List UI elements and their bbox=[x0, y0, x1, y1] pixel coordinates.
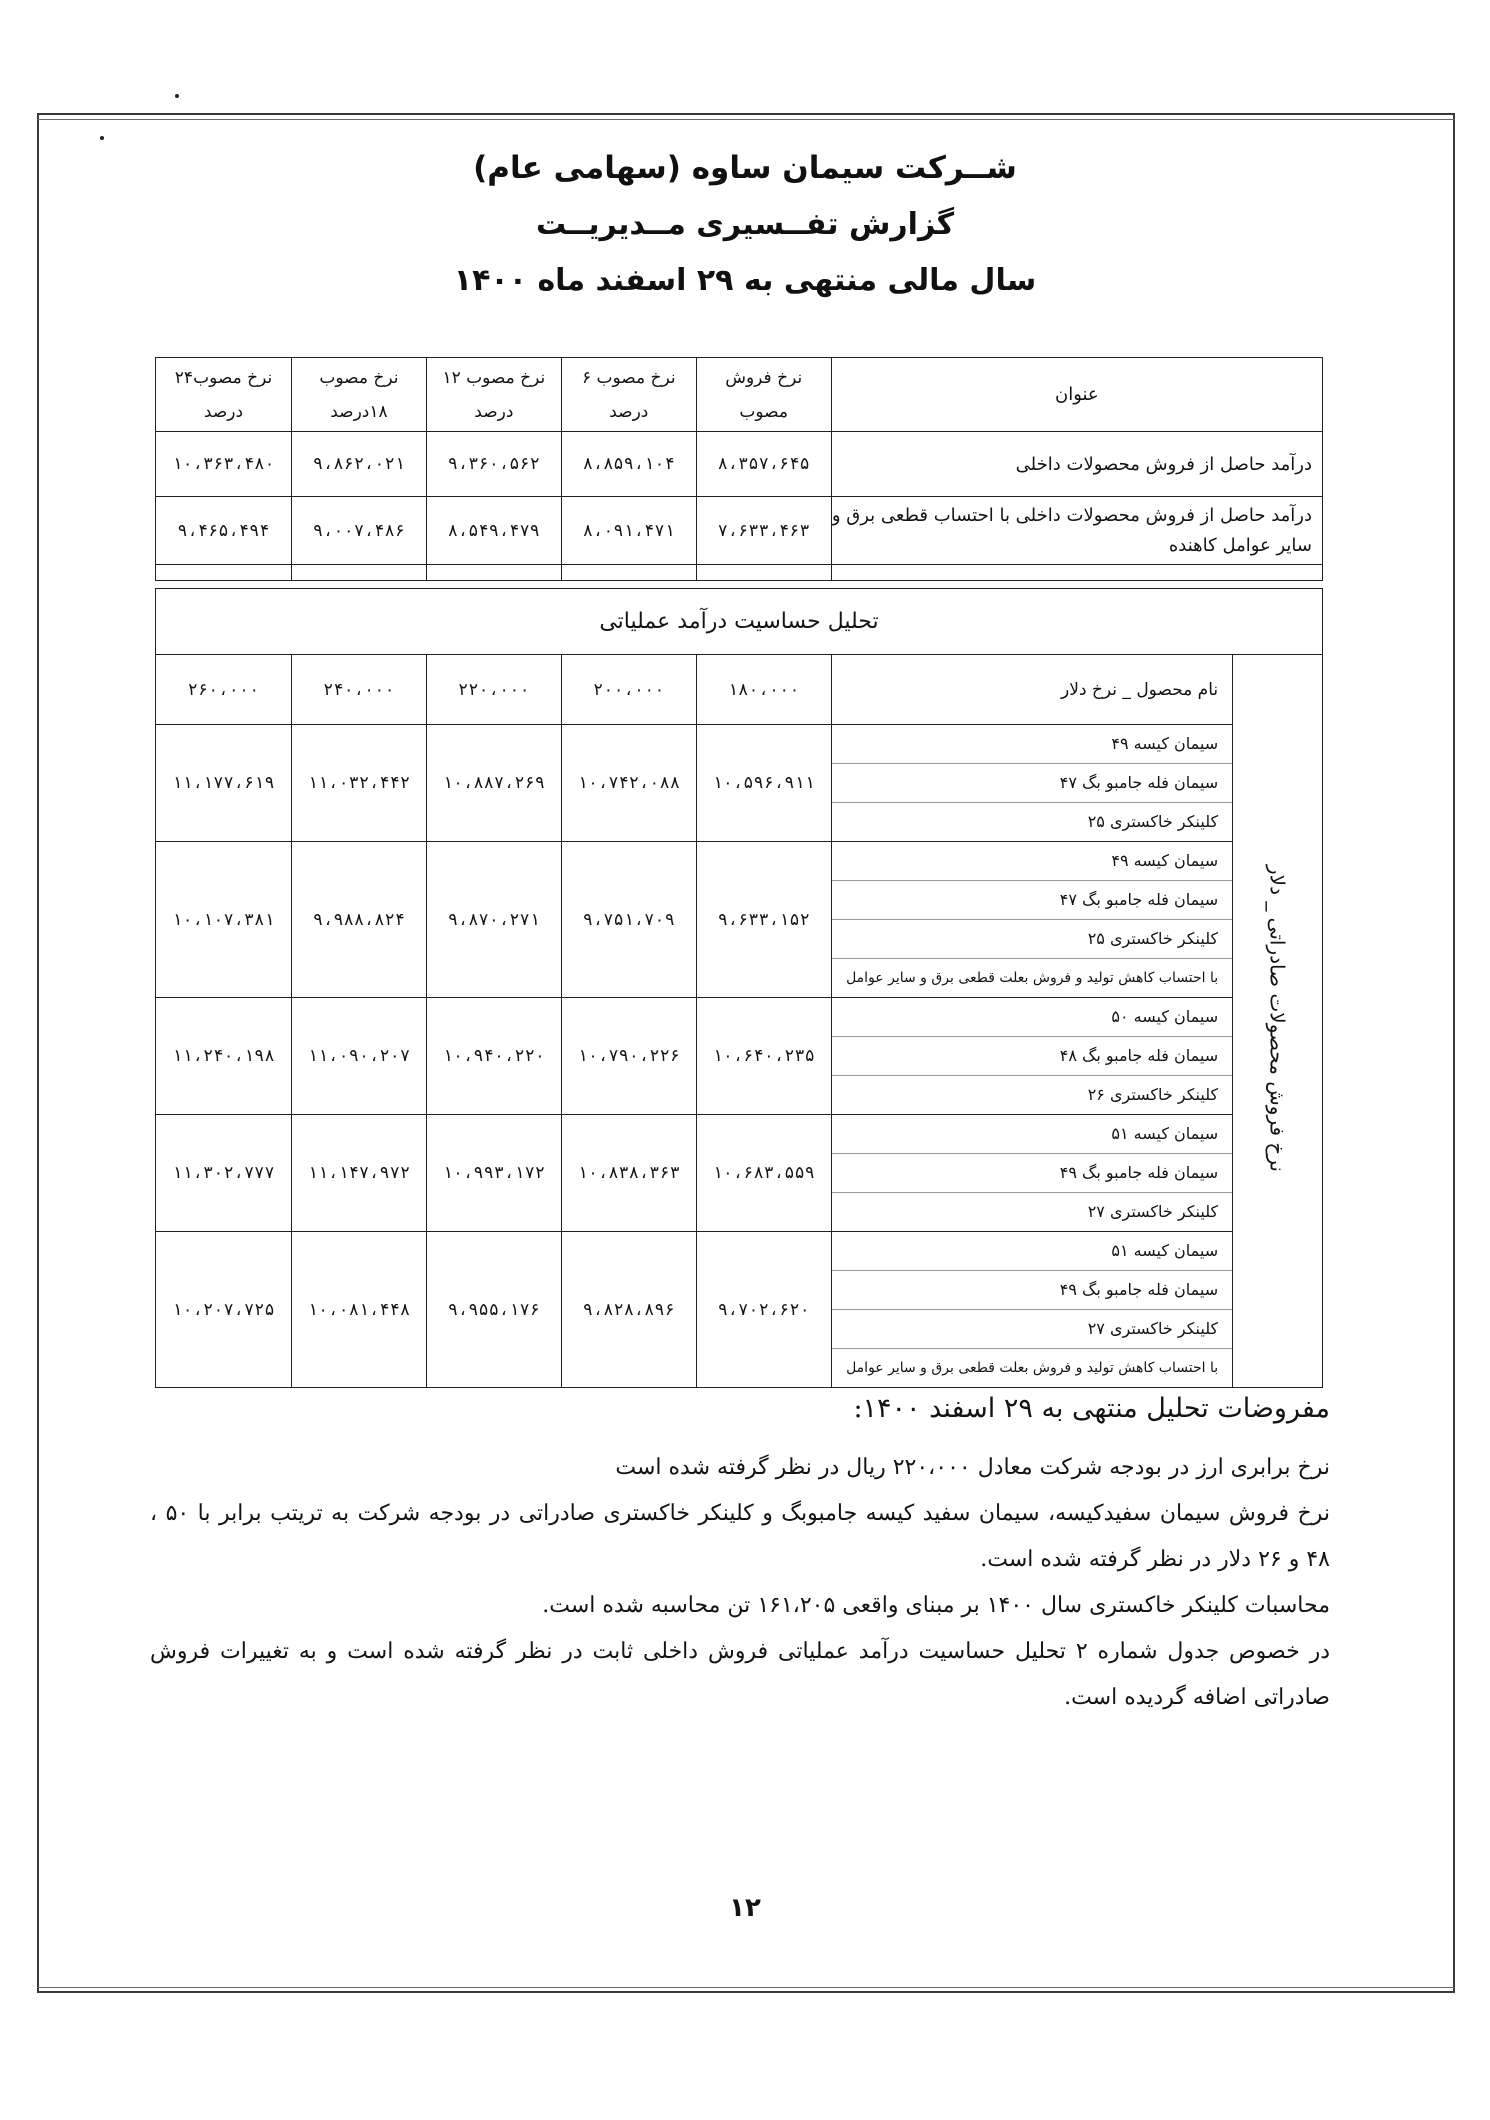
group-row bbox=[156, 725, 1323, 842]
rate-header: ۱۸۰،۰۰۰ bbox=[696, 655, 831, 725]
group-row bbox=[156, 842, 1323, 998]
value-cell: ۱۰،۵۹۶،۹۱۱ bbox=[696, 725, 831, 842]
value-cell: ۱۰،۲۰۷،۷۲۵ bbox=[156, 1232, 292, 1388]
product-item: کلینکر خاکستری ۲۵ bbox=[1087, 812, 1219, 831]
rate-header: ۲۶۰،۰۰۰ bbox=[156, 655, 292, 725]
row-title: درآمد حاصل از فروش محصولات داخلی bbox=[831, 432, 1322, 497]
spacer-cell bbox=[156, 565, 292, 581]
product-item: سیمان فله جامبو بگ ۴۹ bbox=[832, 1271, 1232, 1310]
assumptions-title: مفروضات تحلیل منتهی به ۲۹ اسفند ۱۴۰۰: bbox=[853, 1393, 1330, 1424]
scan-speck bbox=[100, 136, 104, 140]
frame-double-line-bottom bbox=[37, 1987, 1455, 1988]
value-cell: ۸،۸۵۹،۱۰۴ bbox=[561, 432, 696, 497]
header-cell-rate-6: نرخ مصوب ۶ درصد bbox=[561, 358, 696, 432]
product-item: سیمان کیسه ۴۹ bbox=[832, 842, 1232, 881]
spacer-cell bbox=[561, 565, 696, 581]
rate-header: ۲۰۰،۰۰۰ bbox=[561, 655, 696, 725]
value-cell: ۹،۳۶۰،۵۶۲ bbox=[426, 432, 561, 497]
value-cell: ۹،۰۰۷،۴۸۶ bbox=[291, 497, 426, 565]
side-label-cell bbox=[1233, 655, 1323, 1388]
product-item: سیمان فله جامبو بگ ۴۹ bbox=[832, 1154, 1232, 1193]
value-cell: ۱۰،۰۸۱،۴۴۸ bbox=[291, 1232, 426, 1388]
spacer-row bbox=[156, 565, 1323, 581]
value-cell: ۸،۳۵۷،۶۴۵ bbox=[696, 432, 831, 497]
group-row bbox=[156, 998, 1323, 1115]
table-row bbox=[156, 497, 1323, 565]
value-cell: ۹،۶۳۳،۱۵۲ bbox=[696, 842, 831, 998]
product-item: سیمان کیسه ۴۹ bbox=[832, 725, 1232, 764]
value-cell: ۹،۸۷۰،۲۷۱ bbox=[426, 842, 561, 998]
product-list bbox=[831, 842, 1232, 998]
assumption-line: محاسبات کلینکر خاکستری سال ۱۴۰۰ بر مبنای واقعی ۱۶۱،۲۰۵ تن محاسبه شده است. bbox=[542, 1593, 1330, 1618]
value-cell: ۱۱،۱۷۷،۶۱۹ bbox=[156, 725, 292, 842]
table-row bbox=[156, 432, 1323, 497]
header-cell-rate-24: نرخ مصوب۲۴ درصد bbox=[156, 358, 292, 432]
company-name: شــرکت سیمان ساوه (سهامی عام) bbox=[473, 150, 1017, 186]
assumption-line: نرخ فروش سیمان سفیدکیسه، سیمان سفید کیسه جامبوبگ و کلینکر خاکستری صادراتی در بودجه شرکت به تریتب برابر با ۵۰ ، ۴۸ و ۲۶ دلار در نظر گرفته شده است. bbox=[150, 1501, 1330, 1572]
sensitivity-analysis-table bbox=[155, 588, 1323, 1388]
value-cell: ۱۰،۹۴۰،۲۲۰ bbox=[426, 998, 561, 1115]
value-cell: ۱۰،۷۹۰،۲۲۶ bbox=[561, 998, 696, 1115]
value-cell: ۱۱،۰۹۰،۲۰۷ bbox=[291, 998, 426, 1115]
product-item: کلینکر خاکستری ۲۷ bbox=[832, 1310, 1232, 1349]
row-title: درآمد حاصل از فروش محصولات داخلی با احتساب قطعی برق و سایر عوامل کاهنده bbox=[831, 497, 1322, 565]
assumption-line: نرخ برابری ارز در بودجه شرکت معادل ۲۲۰،۰۰۰ ریال در نظر گرفته شده است bbox=[615, 1455, 1330, 1480]
group-row bbox=[156, 1115, 1323, 1232]
product-item: کلینکر خاکستری ۲۵ bbox=[832, 920, 1232, 959]
value-cell: ۹،۸۶۲،۰۲۱ bbox=[291, 432, 426, 497]
product-list bbox=[831, 1232, 1232, 1388]
side-label: نرخ فروش محصولات صادراتی _ دلار bbox=[1265, 865, 1290, 1172]
product-header: نام محصول _ نرخ دلار bbox=[831, 655, 1232, 725]
group-row bbox=[156, 1232, 1323, 1388]
product-item: کلینکر خاکستری ۲۷ bbox=[1087, 1202, 1219, 1221]
product-item: سیمان کیسه ۵۰ bbox=[832, 998, 1232, 1037]
value-cell: ۱۱،۳۰۲،۷۷۷ bbox=[156, 1115, 292, 1232]
value-cell: ۸،۰۹۱،۴۷۱ bbox=[561, 497, 696, 565]
product-note: با احتساب کاهش تولید و فروش بعلت قطعی برق و سایر عوامل bbox=[846, 970, 1219, 986]
header-cell-approved-rate: نرخ فروش مصوب bbox=[696, 358, 831, 432]
spacer-cell bbox=[831, 565, 1322, 581]
value-cell: ۹،۷۵۱،۷۰۹ bbox=[561, 842, 696, 998]
fiscal-period: سال مالی منتهی به ۲۹ اسفند ماه ۱۴۰۰ bbox=[453, 263, 1037, 298]
value-cell: ۱۱،۰۳۲،۴۴۲ bbox=[291, 725, 426, 842]
product-item: سیمان فله جامبو بگ ۴۷ bbox=[832, 764, 1232, 803]
value-cell: ۱۱،۲۴۰،۱۹۸ bbox=[156, 998, 292, 1115]
assumptions-text bbox=[150, 1445, 1330, 1721]
value-cell: ۱۰،۸۸۷،۲۶۹ bbox=[426, 725, 561, 842]
scan-speck bbox=[175, 94, 179, 98]
table-caption: تحلیل حساسیت درآمد عملیاتی bbox=[156, 589, 1323, 655]
rate-header: ۲۴۰،۰۰۰ bbox=[291, 655, 426, 725]
rate-header: ۲۲۰،۰۰۰ bbox=[426, 655, 561, 725]
spacer-cell bbox=[696, 565, 831, 581]
assumption-line: در خصوص جدول شماره ۲ تحلیل حساسیت درآمد عملیاتی فروش داخلی ثابت در نظر گرفته شده است و به تغییرات فروش صادراتی اضافه گردیده است. bbox=[150, 1639, 1331, 1710]
value-cell: ۹،۹۸۸،۸۲۴ bbox=[291, 842, 426, 998]
product-list bbox=[831, 998, 1232, 1115]
header-cell-rate-18: نرخ مصوب ۱۸درصد bbox=[291, 358, 426, 432]
value-cell: ۱۰،۳۶۳،۴۸۰ bbox=[156, 432, 292, 497]
table-header-row bbox=[156, 358, 1323, 432]
value-cell: ۱۰،۶۸۳،۵۵۹ bbox=[696, 1115, 831, 1232]
page-number: ۱۲ bbox=[729, 1893, 761, 1923]
column-header-row bbox=[156, 655, 1323, 725]
product-note: با احتساب کاهش تولید و فروش بعلت قطعی برق و سایر عوامل bbox=[846, 1360, 1219, 1376]
value-cell: ۱۰،۸۳۸،۳۶۳ bbox=[561, 1115, 696, 1232]
value-cell: ۱۱،۱۴۷،۹۷۲ bbox=[291, 1115, 426, 1232]
product-list bbox=[831, 725, 1232, 842]
domestic-revenue-table bbox=[155, 357, 1323, 581]
value-cell: ۸،۵۴۹،۴۷۹ bbox=[426, 497, 561, 565]
value-cell: ۱۰،۶۴۰،۲۳۵ bbox=[696, 998, 831, 1115]
value-cell: ۷،۶۳۳،۴۶۳ bbox=[696, 497, 831, 565]
product-item: سیمان فله جامبو بگ ۴۷ bbox=[832, 881, 1232, 920]
frame-double-line-top bbox=[37, 119, 1455, 120]
product-list bbox=[831, 1115, 1232, 1232]
value-cell: ۱۰،۱۰۷،۳۸۱ bbox=[156, 842, 292, 998]
value-cell: ۱۰،۹۹۳،۱۷۲ bbox=[426, 1115, 561, 1232]
product-item: سیمان کیسه ۵۱ bbox=[832, 1115, 1232, 1154]
value-cell: ۹،۴۶۵،۴۹۴ bbox=[156, 497, 292, 565]
product-item: کلینکر خاکستری ۲۶ bbox=[1087, 1085, 1219, 1104]
value-cell: ۹،۸۲۸،۸۹۶ bbox=[561, 1232, 696, 1388]
spacer-cell bbox=[426, 565, 561, 581]
report-title: گزارش تفــسیری مــدیریــت bbox=[535, 207, 955, 242]
header-cell-rate-12: نرخ مصوب ۱۲ درصد bbox=[426, 358, 561, 432]
header-cell-title: عنوان bbox=[831, 358, 1322, 432]
product-item: سیمان فله جامبو بگ ۴۸ bbox=[832, 1037, 1232, 1076]
spacer-cell bbox=[291, 565, 426, 581]
value-cell: ۱۰،۷۴۲،۰۸۸ bbox=[561, 725, 696, 842]
value-cell: ۹،۷۰۲،۶۲۰ bbox=[696, 1232, 831, 1388]
product-item: سیمان کیسه ۵۱ bbox=[832, 1232, 1232, 1271]
value-cell: ۹،۹۵۵،۱۷۶ bbox=[426, 1232, 561, 1388]
caption-row bbox=[156, 589, 1323, 655]
